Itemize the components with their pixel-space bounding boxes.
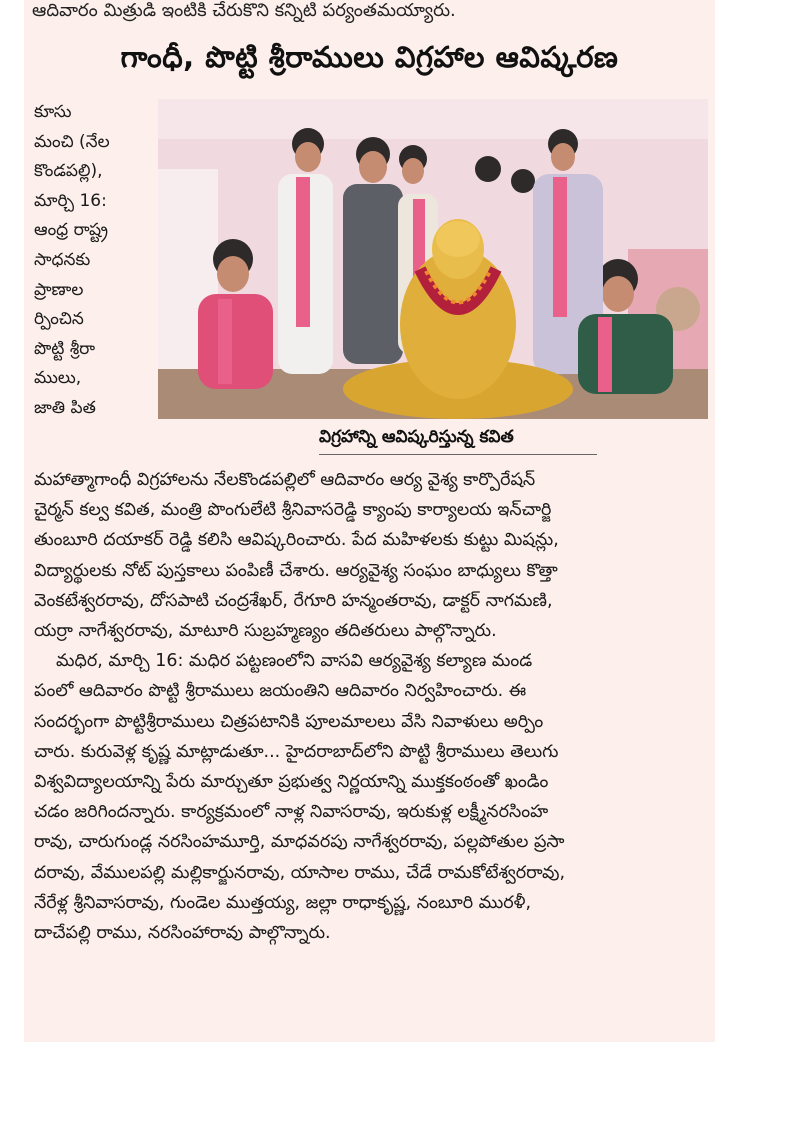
dateline-line: సాధనకు: [34, 249, 91, 270]
caption-underline: [319, 454, 597, 455]
body-line: రావు, చారుగుండ్ల నరసింహమూర్తి, మాధవరపు నాగేశ్వరరావు, పల్లపోతుల ప్రసా: [34, 832, 565, 853]
article-body: [34, 465, 710, 948]
dateline-line: మార్చి 16:: [34, 190, 107, 211]
news-photo: [158, 99, 708, 419]
body-line: చడం జరిగిందన్నారు. కార్యక్రమంలో నాళ్ల నివాసరావు, ఇరుకుళ్ల లక్ష్మీనరసింహ: [34, 802, 549, 823]
body-line: చైర్మన్ కల్వ కవిత, మంత్రి పొంగులేటి శ్రీనివాసరెడ్డి క్యాంపు కార్యాలయ ఇన్‌చార్జి: [34, 500, 552, 521]
statue-unveiling-illustration: [158, 99, 708, 419]
body-line: పంలో ఆదివారం పొట్టి శ్రీరాములు జయంతిని ఆదివారం నిర్వహించారు. ఈ: [34, 681, 527, 702]
dateline-line: పొట్టి శ్రీరా: [34, 338, 96, 359]
dateline-line: ములు,: [34, 368, 82, 389]
body-line: యర్రా నాగేశ్వరరావు, మాటూరి సుబ్రహ్మణ్యం తదితరులు పాల్గొన్నారు.: [34, 621, 497, 642]
body-line: దాచేపల్లి రాము, నరసింహారావు పాల్గొన్నారు.: [34, 923, 331, 944]
dateline-column: [34, 98, 152, 424]
body-line: చారు. కురువెళ్ల కృష్ణ మాట్లాడుతూ... హైదరాబాద్‌లోని పొట్టి శ్రీరాములు తెలుగు: [34, 741, 559, 762]
dateline-line: ర్పించిన: [34, 309, 84, 330]
body-line: వెంకటేశ్వరరావు, దోసపాటి చంద్రశేఖర్, రేగూరి హన్మంతరావు, డాక్టర్ నాగమణి,: [34, 590, 553, 611]
body-line: నేరేళ్ల శ్రీనివాసరావు, గుండెల ముత్తయ్య, జల్లా రాధాకృష్ణ, నంబూరి మురళీ,: [34, 892, 532, 913]
body-line: దరావు, వేములపల్లి మల్లికార్జునరావు, యాసాల రాము, చేడే రామకోటేశ్వరరావు,: [34, 862, 566, 883]
body-line: విద్యార్థులకు నోట్ పుస్తకాలు పంపిణీ చేశారు. ఆర్యవైశ్య సంఘం బాధ్యులు కొత్తా: [34, 560, 558, 581]
body-line: తుంబూరి దయాకర్ రెడ్డి కలిసి ఆవిష్కరించారు. పేద మహిళలకు కుట్టు మిషన్లు,: [34, 530, 559, 551]
dateline-line: జాతి పిత: [34, 397, 96, 418]
body-line: సందర్భంగా పొట్టిశ్రీరాములు చిత్రపటానికి పూలమాలలు వేసి నివాళులు అర్పిం: [34, 711, 544, 732]
photo-caption: విగ్రహాన్ని ఆవిష్కరిస్తున్న కవిత: [319, 427, 514, 447]
dateline-line: ఆంధ్ర రాష్ట్ర: [34, 220, 108, 241]
previous-article-tail: ఆదివారం మిత్రుడి ఇంటికి చేరుకొని కన్నిటి పర్యంతమయ్యారు.: [32, 0, 456, 21]
dateline-line: కూసు: [34, 102, 72, 122]
article-headline: గాంధీ, పొట్టి శ్రీరాములు విగ్రహాల ఆవిష్కరణ: [120, 40, 619, 74]
dateline-line: ప్రాణాల: [34, 279, 84, 300]
body-line: మహాత్మాగాంధీ విగ్రహాలను నేలకొండపల్లిలో ఆదివారం ఆర్య వైశ్య కార్పొరేషన్: [34, 470, 536, 490]
newspaper-clipping: [24, 0, 715, 1042]
body-line: మధిర, మార్చి 16: మధిర పట్టణంలోని వాసవి ఆర్యవైశ్య కల్యాణ మండ: [56, 651, 533, 672]
dateline-line: మంచి (నేల: [34, 131, 110, 152]
dateline-line: కొండపల్లి),: [34, 161, 103, 182]
body-line: విశ్వవిద్యాలయాన్ని పేరు మార్చుతూ ప్రభుత్వ నిర్ణయాన్ని ముక్తకంఠంతో ఖండిం: [34, 772, 549, 793]
